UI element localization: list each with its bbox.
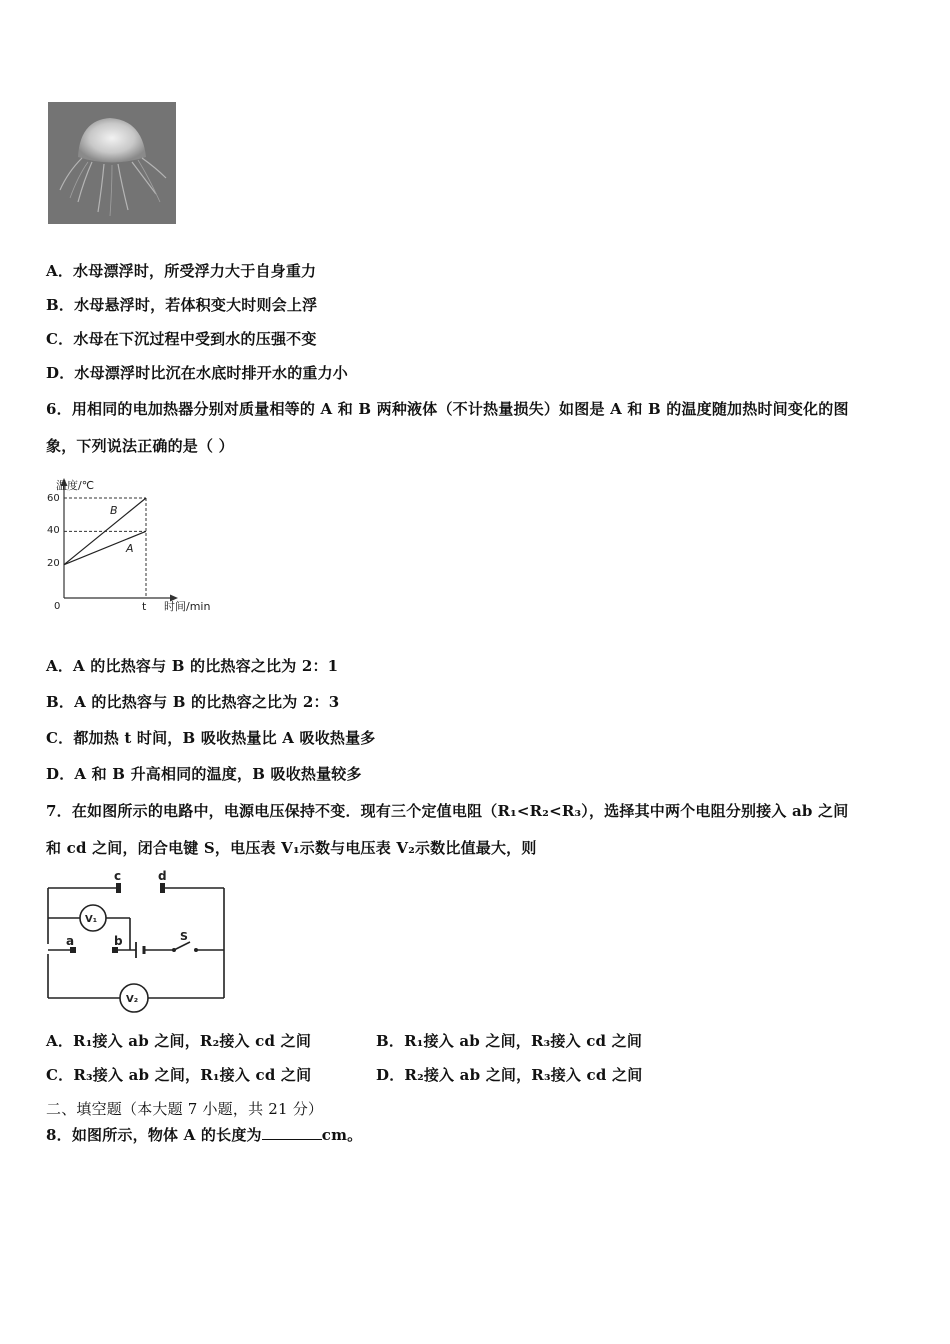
circuit-diagram bbox=[40, 868, 232, 1016]
q5-option-a: A．水母漂浮时，所受浮力大于自身重力 bbox=[46, 262, 317, 280]
q6-option-c: C．都加热 t 时间，B 吸收热量比 A 吸收热量多 bbox=[46, 729, 376, 747]
q7-option-c: C．R₃接入 ab 之间，R₁接入 cd 之间 bbox=[46, 1066, 312, 1084]
q7-option-d: D．R₂接入 ab 之间，R₃接入 cd 之间 bbox=[376, 1066, 643, 1084]
label-a: a bbox=[66, 934, 75, 948]
jellyfish-photo bbox=[48, 102, 176, 224]
label-c: c bbox=[114, 869, 122, 883]
series-line-a bbox=[64, 531, 146, 564]
q8-text-after: cm。 bbox=[321, 1126, 363, 1144]
series-a-label: A bbox=[126, 542, 134, 555]
q5-option-c: C．水母在下沉过程中受到水的压强不变 bbox=[46, 330, 317, 348]
terminal-d bbox=[160, 883, 165, 893]
switch-pivot bbox=[172, 948, 176, 952]
q8-text-before: 8．如图所示，物体 A 的长度为 bbox=[46, 1126, 262, 1144]
q8-answer-blank[interactable] bbox=[262, 1125, 322, 1140]
x-tick-origin: 0 bbox=[54, 601, 61, 612]
y-tick-20: 20 bbox=[47, 558, 60, 569]
voltmeter-v2-icon: V₂ bbox=[126, 994, 139, 1005]
series-b-label: B bbox=[110, 504, 118, 517]
q7-stem-line2: 和 cd 之间，闭合电键 S，电压表 V₁示数与电压表 V₂示数比值最大，则 bbox=[46, 839, 537, 857]
label-b: b bbox=[114, 934, 123, 948]
label-d: d bbox=[158, 869, 167, 883]
switch-contact bbox=[194, 948, 198, 952]
q7-option-a: A．R₁接入 ab 之间，R₂接入 cd 之间 bbox=[46, 1032, 312, 1050]
section-heading: 二、填空题（本大题 7 小题，共 21 分） bbox=[46, 1100, 324, 1118]
q6-option-d: D．A 和 B 升高相同的温度，B 吸收热量较多 bbox=[46, 765, 362, 783]
temperature-time-graph bbox=[40, 474, 220, 618]
y-tick-40: 40 bbox=[47, 525, 60, 536]
q8-stem bbox=[46, 1124, 362, 1145]
terminal-c bbox=[116, 883, 121, 893]
q7-option-b: B．R₁接入 ab 之间，R₃接入 cd 之间 bbox=[376, 1032, 643, 1050]
q6-option-b: B．A 的比热容与 B 的比热容之比为 2：3 bbox=[46, 693, 340, 711]
q6-stem-line2: 象，下列说法正确的是（ ） bbox=[46, 437, 234, 455]
label-switch-s: S bbox=[180, 930, 188, 943]
x-axis-label: 时间/min bbox=[164, 600, 211, 613]
x-tick-t: t bbox=[142, 600, 147, 613]
voltmeter-v1-icon: V₁ bbox=[85, 914, 98, 925]
y-tick-60: 60 bbox=[47, 493, 60, 504]
y-axis-label: 温度/℃ bbox=[56, 479, 95, 492]
q5-option-d: D．水母漂浮时比沉在水底时排开水的重力小 bbox=[46, 364, 349, 382]
q6-option-a: A．A 的比热容与 B 的比热容之比为 2：1 bbox=[46, 657, 339, 675]
q6-stem-line1: 6．用相同的电加热器分别对质量相等的 A 和 B 两种液体（不计热量损失）如图是 A 和 B 的温度随加热时间变化的图 bbox=[46, 400, 849, 418]
q5-option-b: B．水母悬浮时，若体积变大时则会上浮 bbox=[46, 296, 318, 314]
q7-stem-line1: 7．在如图所示的电路中，电源电压保持不变．现有三个定值电阻（R₁<R₂<R₃），选择其中两个电阻分别接入 ab 之间 bbox=[46, 802, 849, 820]
